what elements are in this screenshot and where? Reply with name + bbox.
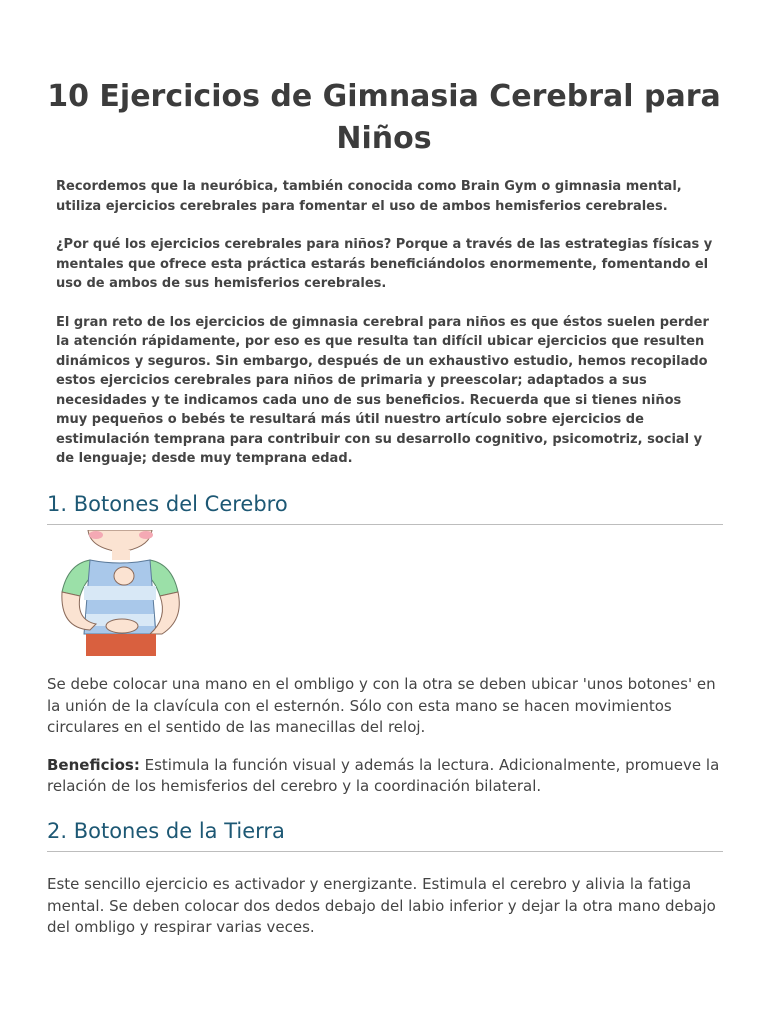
benefits-text: Estimula la función visual y además la lectura. Adicionalmente, promueve la relación de los hemisferios del cerebro y la coordinación bilateral. <box>47 755 720 795</box>
benefits-paragraph <box>47 755 727 798</box>
child-illustration <box>50 530 190 656</box>
intro-paragraph: ¿Por qué los ejercicios cerebrales para niños? Porque a través de las estrategias físicas y mentales que ofrece esta práctica estarás beneficiándolos enormemente, fomentando el uso de ambos de sus hemisferios cerebrales. <box>56 237 713 291</box>
section-2-body <box>47 874 727 955</box>
section-1-body <box>47 674 727 814</box>
page-title: 10 Ejercicios de Gimnasia Cerebral para Niños <box>47 79 721 156</box>
section-paragraph: Este sencillo ejercicio es activador y energizante. Estimula el cerebro y alivia la fatiga mental. Se deben colocar dos dedos debajo del labio inferior y dejar la otra mano debajo del ombligo y respirar varias veces. <box>47 875 716 936</box>
benefits-label: Beneficios: <box>47 755 140 774</box>
section-paragraph: Se debe colocar una mano en el ombligo y con la otra se deben ubicar 'unos botones' en la unión de la clavícula con el esternón. Sólo con esta mano se hacen movimientos circulares en el sentido de las manecillas del reloj. <box>47 675 716 736</box>
intro-paragraph: Recordemos que la neuróbica, también conocida como Brain Gym o gimnasia mental, utiliza ejercicios cerebrales para fomentar el uso de ambos hemisferios cerebrales. <box>56 179 682 214</box>
intro-block <box>56 177 716 488</box>
intro-paragraph: El gran reto de los ejercicios de gimnasia cerebral para niños es que éstos suelen perder la atención rápidamente, por eso es que resulta tan difícil ubicar ejercicios que resulten dinámicos y seguros. Sin embargo, después de un exhaustivo estudio, hemos recopilado estos ejercicios cerebrales para niños de primaria y preescolar; adaptados a sus necesidades y te indicamos cada uno de sus beneficios. Recuerda que si tienes niños muy pequeños o bebés te resultará más útil nuestro artículo sobre ejercicios de estimulación temprana para contribuir con su desarrollo cognitivo, psicomotriz, social y de lenguaje; desde muy temprana edad. <box>56 314 709 466</box>
section-heading-botones-del-cerebro: 1. Botones del Cerebro <box>47 490 723 525</box>
section-heading-botones-de-la-tierra: 2. Botones de la Tierra <box>47 817 723 852</box>
